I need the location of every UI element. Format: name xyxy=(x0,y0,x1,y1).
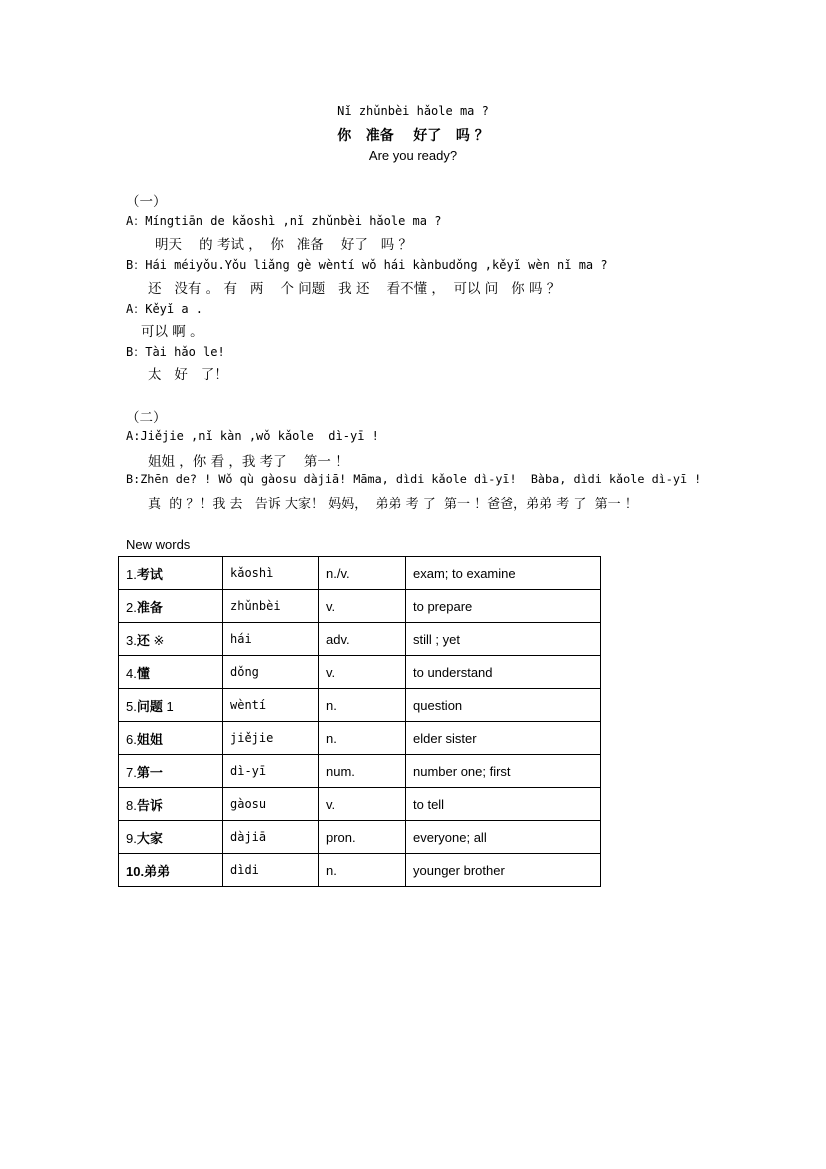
vocab-note: 1 xyxy=(162,698,174,714)
dialogue-chinese: 真 的 ？！我 去 告诉 大家！ 妈妈， 弟弟 考 了 第一 ！爸爸，弟弟 考 了 第一 ！ xyxy=(148,497,638,512)
table-row xyxy=(119,854,601,887)
vocab-pinyin: wèntí xyxy=(223,689,319,722)
vocab-heading: New words xyxy=(126,537,191,552)
dialogue-pinyin: B：Tài hǎo le! xyxy=(126,345,225,359)
vocab-word-cell xyxy=(119,689,223,722)
section2-label: （二） xyxy=(126,410,167,426)
table-row xyxy=(119,755,601,788)
title-pinyin: Nǐ zhǔnbèi hǎole ma ? xyxy=(337,104,489,118)
dialogue-chinese: 可以 啊 。 xyxy=(141,324,204,340)
vocab-meaning: younger brother xyxy=(406,854,601,887)
vocab-meaning: still ; yet xyxy=(406,623,601,656)
vocab-number: 3. xyxy=(126,632,137,648)
vocab-meaning: everyone; all xyxy=(406,821,601,854)
vocab-word: 第一 xyxy=(136,765,163,781)
vocab-meaning: to understand xyxy=(406,656,601,689)
vocab-number: 5. xyxy=(126,698,137,714)
dialogue-pinyin: A:Jiějie ,nǐ kàn ,wǒ kǎole dì-yī ! xyxy=(126,429,379,443)
vocab-word: 告诉 xyxy=(136,798,163,814)
vocab-pinyin: dìdi xyxy=(223,854,319,887)
vocab-pos: num. xyxy=(319,755,406,788)
vocab-word: 懂 xyxy=(136,666,150,682)
vocab-meaning: question xyxy=(406,689,601,722)
title-chinese: 你 准备 好了 吗 ？ xyxy=(337,128,489,144)
vocab-number: 1. xyxy=(126,566,137,582)
table-row xyxy=(119,623,601,656)
table-row xyxy=(119,722,601,755)
dialogue-pinyin: B：Hái méiyǒu.Yǒu liǎng gè wèntí wǒ hái kànbudǒng ,kěyǐ wèn nǐ ma ? xyxy=(126,258,608,272)
vocab-word: 姐姐 xyxy=(136,732,163,748)
vocab-pinyin: jiějie xyxy=(223,722,319,755)
dialogue-chinese: 太 好 了！ xyxy=(148,367,228,383)
vocab-pinyin: dàjiā xyxy=(223,821,319,854)
dialogue-pinyin: A：Míngtiān de kǎoshì ,nǐ zhǔnbèi hǎole ma ? xyxy=(126,214,442,228)
vocab-number: 2. xyxy=(126,599,137,615)
table-row xyxy=(119,557,601,590)
table-row xyxy=(119,788,601,821)
vocab-word: 考试 xyxy=(136,567,163,583)
vocab-word-cell xyxy=(119,590,223,623)
vocab-note: ※ xyxy=(149,632,165,648)
vocab-word-cell xyxy=(119,854,223,887)
vocab-meaning: exam; to examine xyxy=(406,557,601,590)
dialogue-chinese: 还 没有 。 有 两 个 问题 我 还 看不懂 ， 可以 问 你 吗 ？ xyxy=(148,281,561,297)
title-english: Are you ready? xyxy=(368,148,458,163)
vocab-number: 7. xyxy=(126,764,137,780)
vocab-pos: n. xyxy=(319,722,406,755)
vocab-pinyin: kǎoshì xyxy=(223,557,319,590)
vocab-pinyin: gàosu xyxy=(223,788,319,821)
vocab-meaning: to prepare xyxy=(406,590,601,623)
vocab-word: 还 xyxy=(136,633,150,649)
vocab-pos: v. xyxy=(319,590,406,623)
dialogue-chinese: 明天 的 考试 ， 你 准备 好了 吗 ？ xyxy=(155,237,413,253)
table-row xyxy=(119,656,601,689)
vocab-pinyin: hái xyxy=(223,623,319,656)
vocab-pos: v. xyxy=(319,656,406,689)
vocab-number: 4. xyxy=(126,665,137,681)
vocab-word-cell xyxy=(119,623,223,656)
vocab-pos: pron. xyxy=(319,821,406,854)
dialogue-pinyin: B:Zhēn de? ! Wǒ qù gàosu dàjiā! Māma, dìdi kǎole dì-yī! Bàba, dìdi kǎole dì-yī ! xyxy=(126,472,702,486)
vocab-meaning: elder sister xyxy=(406,722,601,755)
vocab-number: 8. xyxy=(126,797,137,813)
section1-label: （一） xyxy=(126,194,167,210)
dialogue-pinyin: A：Kěyǐ a . xyxy=(126,302,204,316)
vocab-meaning: number one; first xyxy=(406,755,601,788)
vocab-word: 问题 xyxy=(136,699,163,715)
vocab-pos: n./v. xyxy=(319,557,406,590)
vocab-word-cell xyxy=(119,821,223,854)
vocab-pos: adv. xyxy=(319,623,406,656)
vocab-word-cell xyxy=(119,557,223,590)
vocab-word-cell xyxy=(119,656,223,689)
table-row xyxy=(119,590,601,623)
vocab-pos: v. xyxy=(319,788,406,821)
vocab-word-cell xyxy=(119,755,223,788)
vocab-pinyin: dǒng xyxy=(223,656,319,689)
vocab-word: 弟弟 xyxy=(144,864,171,880)
vocab-word: 大家 xyxy=(136,831,163,847)
vocab-number: 10. xyxy=(126,863,145,879)
vocab-word-cell xyxy=(119,722,223,755)
vocab-meaning: to tell xyxy=(406,788,601,821)
vocab-table xyxy=(118,556,601,887)
table-row xyxy=(119,689,601,722)
vocab-number: 9. xyxy=(126,830,137,846)
dialogue-chinese: 姐姐 ，你 看 ，我 考了 第一 ！ xyxy=(148,454,349,470)
vocab-word-cell xyxy=(119,788,223,821)
vocab-pinyin: dì-yī xyxy=(223,755,319,788)
vocab-pos: n. xyxy=(319,854,406,887)
table-row xyxy=(119,821,601,854)
vocab-number: 6. xyxy=(126,731,137,747)
vocab-pinyin: zhǔnbèi xyxy=(223,590,319,623)
vocab-word: 准备 xyxy=(136,600,163,616)
vocab-pos: n. xyxy=(319,689,406,722)
